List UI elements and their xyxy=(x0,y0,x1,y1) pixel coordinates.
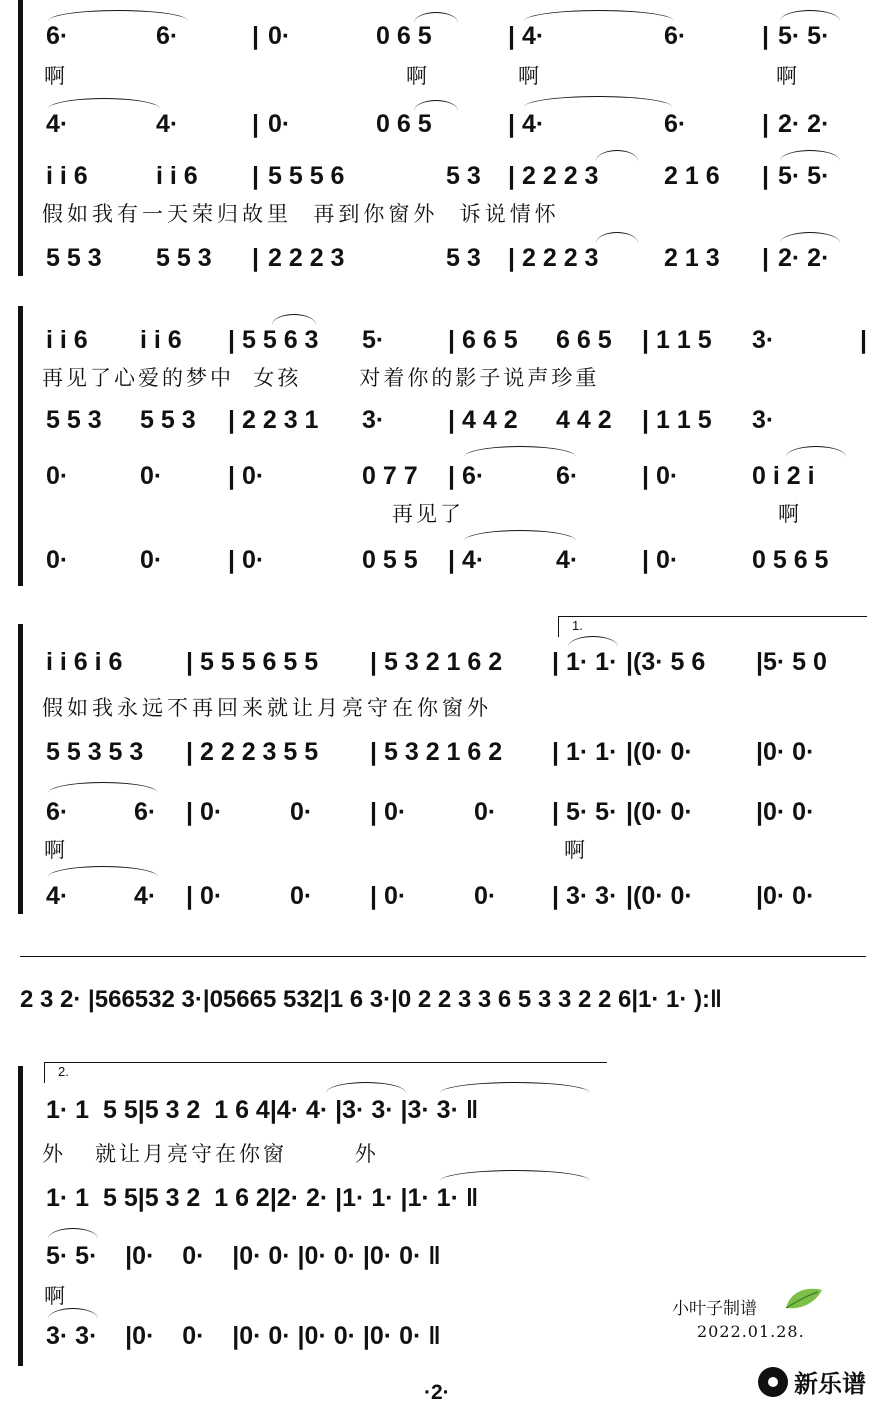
note: 1· 1· xyxy=(566,738,618,766)
first-ending-bracket xyxy=(558,616,867,637)
note: 2 1 3 xyxy=(664,244,720,272)
bar: | xyxy=(762,110,769,138)
bar: | xyxy=(762,162,769,190)
bar: | xyxy=(228,546,235,574)
note: 0· xyxy=(656,546,679,574)
note: 4 4 2 xyxy=(556,406,612,434)
slur xyxy=(440,1082,590,1093)
second-ending-number: 2. xyxy=(58,1064,69,1079)
note: 0 5 6 5 xyxy=(752,546,829,574)
leaf-icon xyxy=(782,1284,824,1312)
note: 0· xyxy=(200,798,223,826)
note: 6· xyxy=(156,22,179,50)
slur xyxy=(48,1228,98,1239)
note: 0 7 7 xyxy=(362,462,418,490)
bar: | xyxy=(370,882,377,910)
lyric: 再见了 xyxy=(392,502,464,526)
note: 6· xyxy=(46,798,69,826)
system-2 xyxy=(0,300,888,590)
note: 0· xyxy=(140,462,163,490)
second-ending-bracket xyxy=(44,1062,607,1083)
staff-row xyxy=(0,546,888,586)
note: 4· xyxy=(522,110,545,138)
staff-row xyxy=(0,326,888,366)
bar: | xyxy=(448,326,455,354)
note: i i 6 i 6 xyxy=(46,648,123,676)
bar: | xyxy=(642,462,649,490)
bar: | xyxy=(508,110,515,138)
note: 0 6 5 xyxy=(376,110,432,138)
bar: | xyxy=(228,326,235,354)
slur xyxy=(596,232,638,243)
note: 0· xyxy=(46,546,69,574)
note: 2 2 3 1 xyxy=(242,406,319,434)
bar: | xyxy=(508,162,515,190)
bar: | xyxy=(370,648,377,676)
note: |0· 0· xyxy=(756,882,815,910)
staff-row xyxy=(0,110,888,150)
staff-row xyxy=(0,22,888,62)
bar: | xyxy=(762,244,769,272)
note: 2 1 6 xyxy=(664,162,720,190)
record-icon xyxy=(758,1367,788,1397)
bar: | xyxy=(508,244,515,272)
bar: | xyxy=(252,244,259,272)
note: 0· xyxy=(140,546,163,574)
note: 0· xyxy=(656,462,679,490)
slur xyxy=(48,1308,98,1319)
bar: | xyxy=(252,22,259,50)
lyric: 啊 xyxy=(44,64,65,88)
note: 5 5 3 xyxy=(46,244,102,272)
note: i i 6 xyxy=(156,162,198,190)
slur xyxy=(464,530,576,541)
note: 4· xyxy=(46,882,69,910)
note: 5· 5· xyxy=(778,22,830,50)
slur xyxy=(596,150,638,161)
lyric: 啊 xyxy=(564,838,585,862)
system-3 xyxy=(0,610,888,920)
note: 5· 5· xyxy=(778,162,830,190)
note: 1 1 5 xyxy=(656,406,712,434)
staff-row: 3· 3· |0· 0· |0· 0· |0· 0· |0· 0· ‖ xyxy=(46,1322,441,1350)
note: 5 5 3 xyxy=(140,406,196,434)
bar: | xyxy=(228,406,235,434)
note: 0 5 5 xyxy=(362,546,418,574)
system-1 xyxy=(0,0,888,280)
slur xyxy=(414,12,458,23)
note: 5· 5· xyxy=(566,798,618,826)
bar: | xyxy=(508,22,515,50)
brand-name: 新乐谱 xyxy=(794,1370,866,1398)
lyric: 啊 xyxy=(778,502,799,526)
note: |(0· 0· xyxy=(626,882,693,910)
staff-row: 5· 5· |0· 0· |0· 0· |0· 0· |0· 0· ‖ xyxy=(46,1242,441,1270)
slur xyxy=(272,314,316,325)
bar: | xyxy=(860,326,867,354)
note: 0· xyxy=(242,462,265,490)
note: 6· xyxy=(134,798,157,826)
note: 0 i 2 i xyxy=(752,462,815,490)
staff-row xyxy=(0,462,888,502)
brand-logo xyxy=(758,1364,866,1399)
note: 1· 1· xyxy=(566,648,618,676)
note: 5 5 5 6 xyxy=(268,162,345,190)
note: 5 5 3 xyxy=(156,244,212,272)
slur xyxy=(786,446,846,457)
bar: | xyxy=(186,648,193,676)
bar: | xyxy=(228,462,235,490)
system-brace xyxy=(18,1066,23,1366)
note: 5 3 xyxy=(446,244,481,272)
first-ending-number: 1. xyxy=(572,618,583,633)
lyric-line: 外 就让月亮守在你窗 外 xyxy=(42,1142,379,1166)
note: 6 6 5 xyxy=(462,326,518,354)
note: 5 5 3 5 3 xyxy=(46,738,144,766)
note: 5 5 6 3 xyxy=(242,326,319,354)
note: i i 6 xyxy=(140,326,182,354)
note: |0· 0· xyxy=(756,738,815,766)
page-number: ·2· xyxy=(424,1381,450,1404)
note: |(0· 0· xyxy=(626,798,693,826)
slur xyxy=(440,1170,590,1181)
note: 2· 2· xyxy=(778,110,830,138)
slur xyxy=(780,10,840,21)
note: 0· xyxy=(290,882,313,910)
interlude-row: 2 3 2· |566532 3·|05665 532|1 6 3·|0 2 2 3 3 6 5 3 3 2 2 6|1· 1· ):‖ xyxy=(20,986,722,1013)
slur xyxy=(414,100,458,111)
note: 6· xyxy=(664,22,687,50)
note: 0· xyxy=(474,798,497,826)
bar: | xyxy=(552,648,559,676)
note: 1 1 5 xyxy=(656,326,712,354)
note: 5 3 2 1 6 2 xyxy=(384,738,503,766)
note: 2· 2· xyxy=(778,244,830,272)
note: 6· xyxy=(46,22,69,50)
bar: | xyxy=(186,798,193,826)
note: 0· xyxy=(46,462,69,490)
note: 0· xyxy=(268,110,291,138)
staff-row xyxy=(0,738,888,778)
note: 0· xyxy=(384,882,407,910)
slur xyxy=(48,10,188,21)
note: |(3· 5 6 xyxy=(626,648,706,676)
slur xyxy=(326,1082,406,1093)
note: i i 6 xyxy=(46,326,88,354)
bar: | xyxy=(448,546,455,574)
slur xyxy=(568,636,618,647)
note: 2 2 2 3 xyxy=(522,244,599,272)
note: |5· 5 0 xyxy=(756,648,827,676)
staff-row xyxy=(0,798,888,838)
lyric: 啊 xyxy=(776,64,797,88)
note: 4· xyxy=(556,546,579,574)
bar: | xyxy=(762,22,769,50)
note: 3· xyxy=(362,406,385,434)
note: 2 2 2 3 xyxy=(268,244,345,272)
note: 2 2 2 3 5 5 xyxy=(200,738,319,766)
bar: | xyxy=(186,738,193,766)
lyric: 啊 xyxy=(44,838,65,862)
note: 5 5 5 6 5 5 xyxy=(200,648,319,676)
note: 0· xyxy=(200,882,223,910)
note: 3· xyxy=(752,406,775,434)
slur xyxy=(48,782,158,793)
lyric-line: 假如我有一天荣归故里 再到你窗外 诉说情怀 xyxy=(42,202,560,226)
bar: | xyxy=(370,798,377,826)
staff-row xyxy=(0,648,888,688)
bar: | xyxy=(186,882,193,910)
note: 0· xyxy=(384,798,407,826)
bar: | xyxy=(448,462,455,490)
bar: | xyxy=(642,326,649,354)
note: 4 4 2 xyxy=(462,406,518,434)
note: 4· xyxy=(462,546,485,574)
note: |(0· 0· xyxy=(626,738,693,766)
bar: | xyxy=(552,882,559,910)
bar: | xyxy=(252,162,259,190)
lyric-line: 假如我永远不再回来就让月亮守在你窗外 xyxy=(42,696,492,720)
note: 3· 3· xyxy=(566,882,618,910)
lyric: 啊 xyxy=(406,64,427,88)
staff-row: 1· 1 5 5|5 3 2 1 6 2|2· 2· |1· 1· |1· 1· ‖ xyxy=(46,1184,479,1212)
staff-row xyxy=(0,162,888,202)
slur xyxy=(780,232,840,243)
slur xyxy=(780,150,840,161)
note: 0 6 5 xyxy=(376,22,432,50)
bar: | xyxy=(552,798,559,826)
lyric-line: 再见了心爱的梦中 女孩 对着你的影子说声珍重 xyxy=(42,366,600,390)
note: 0· xyxy=(242,546,265,574)
note: 4· xyxy=(522,22,545,50)
slur xyxy=(48,98,160,109)
note: 0· xyxy=(290,798,313,826)
note: 3· xyxy=(752,326,775,354)
slur xyxy=(524,96,672,107)
staff-row xyxy=(0,244,888,284)
system-4 xyxy=(0,950,888,1030)
bar: | xyxy=(642,546,649,574)
note: i i 6 xyxy=(46,162,88,190)
note: 5 5 3 xyxy=(46,406,102,434)
note: 6· xyxy=(462,462,485,490)
bar: | xyxy=(370,738,377,766)
date-stamp: 2022.01.28. xyxy=(697,1322,805,1341)
interlude-top-rule xyxy=(20,956,866,957)
note: 0· xyxy=(474,882,497,910)
bar: | xyxy=(252,110,259,138)
note: 6· xyxy=(664,110,687,138)
arranger-credit: 小叶子制谱 xyxy=(672,1299,757,1319)
staff-row xyxy=(0,406,888,446)
note: 4· xyxy=(46,110,69,138)
note: 6· xyxy=(556,462,579,490)
slur xyxy=(524,10,674,21)
bar: | xyxy=(448,406,455,434)
bar: | xyxy=(642,406,649,434)
staff-row: 1· 1 5 5|5 3 2 1 6 4|4· 4· |3· 3· |3· 3· ‖ xyxy=(46,1096,479,1124)
note: 0· xyxy=(268,22,291,50)
bar: | xyxy=(552,738,559,766)
note: 5 3 xyxy=(446,162,481,190)
staff-row xyxy=(0,882,888,922)
note: 5· xyxy=(362,326,385,354)
note: 6 6 5 xyxy=(556,326,612,354)
note: 2 2 2 3 xyxy=(522,162,599,190)
slur xyxy=(464,446,576,457)
lyric: 啊 xyxy=(518,64,539,88)
note: 4· xyxy=(156,110,179,138)
note: 4· xyxy=(134,882,157,910)
slur xyxy=(48,866,158,877)
note: 5 3 2 1 6 2 xyxy=(384,648,503,676)
lyric: 啊 xyxy=(44,1284,65,1308)
note: |0· 0· xyxy=(756,798,815,826)
